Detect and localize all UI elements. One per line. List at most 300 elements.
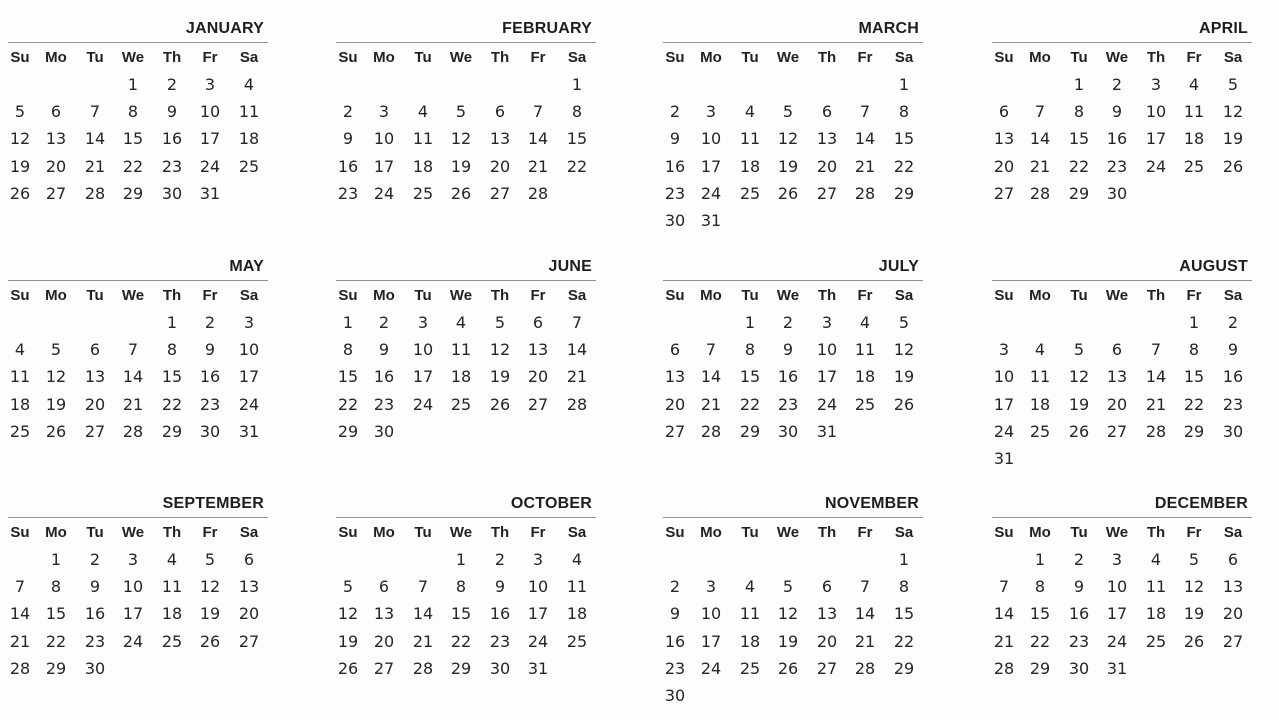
weekday-header: We	[776, 49, 800, 66]
day-cell: 18	[1145, 604, 1167, 624]
weekday-header: Su	[665, 49, 685, 66]
day-cell: 14	[854, 604, 876, 624]
day-cell: 23	[1106, 156, 1128, 176]
day-cell: 17	[412, 367, 434, 387]
day-cell: 2	[204, 313, 216, 332]
day-cell: 27	[816, 658, 838, 678]
day-cell: 15	[161, 367, 183, 387]
day-cell: 17	[199, 129, 221, 149]
day-cell: 14	[527, 129, 549, 149]
day-cell: 29	[450, 658, 472, 678]
day-cell: 3	[127, 550, 139, 569]
day-cell: 5	[204, 550, 216, 569]
day-cell: 6	[378, 577, 390, 597]
weekday-header: We	[1105, 287, 1129, 304]
day-cell: 13	[45, 129, 67, 149]
month-divider	[992, 517, 1252, 518]
day-cell: 20	[1106, 394, 1128, 414]
weekday-header: Tu	[741, 524, 759, 541]
weekday-header: Th	[490, 287, 510, 304]
day-cell: 30	[777, 421, 799, 441]
day-cell: 5	[782, 102, 794, 122]
day-cell: 19	[489, 367, 511, 387]
day-cell: 4	[859, 313, 871, 332]
day-cell: 14	[854, 129, 876, 149]
day-cell: 4	[166, 550, 178, 569]
weekday-header: Th	[162, 49, 182, 66]
day-cell: 11	[1145, 577, 1167, 597]
weekday-header: Su	[10, 524, 30, 541]
day-cell: 18	[739, 631, 761, 651]
weekday-header: We	[449, 524, 473, 541]
day-cell: 10	[1106, 577, 1128, 597]
day-cell: 16	[664, 156, 686, 176]
day-cell: 9	[494, 577, 506, 597]
day-cell: 17	[238, 367, 260, 387]
weekday-header: We	[776, 524, 800, 541]
day-cell: 2	[378, 313, 390, 332]
day-cell: 5	[1188, 550, 1200, 569]
day-cell: 19	[9, 156, 31, 176]
day-cell: 18	[566, 604, 588, 624]
day-cell: 19	[45, 394, 67, 414]
day-cell: 17	[993, 394, 1015, 414]
day-cell: 28	[412, 658, 434, 678]
day-cell: 25	[238, 156, 260, 176]
day-cell: 27	[1106, 421, 1128, 441]
day-cell: 22	[893, 156, 915, 176]
day-cell: 12	[893, 340, 915, 360]
day-cell: 2	[1227, 313, 1239, 332]
day-cell: 13	[373, 604, 395, 624]
day-cell: 2	[669, 102, 681, 122]
day-cell: 9	[342, 129, 354, 149]
day-cell: 3	[705, 102, 717, 122]
day-cell: 23	[337, 183, 359, 203]
day-cell: 28	[527, 183, 549, 203]
day-cell: 7	[14, 577, 26, 597]
weekday-header: Fr	[857, 524, 873, 541]
day-cell: 14	[700, 367, 722, 387]
weekday-header: Tu	[86, 524, 104, 541]
day-cell: 9	[204, 340, 216, 360]
day-cell: 16	[1222, 367, 1244, 387]
weekday-header: Mo	[700, 49, 722, 66]
weekday-header: Sa	[894, 287, 914, 304]
day-cell: 15	[450, 604, 472, 624]
day-cell: 31	[199, 183, 221, 203]
day-cell: 6	[532, 313, 544, 332]
day-cell: 6	[494, 102, 506, 122]
day-cell: 12	[777, 129, 799, 149]
month-title: APRIL	[1199, 20, 1248, 37]
day-cell: 3	[705, 577, 717, 597]
day-cell: 26	[337, 658, 359, 678]
weekday-header: We	[121, 287, 145, 304]
day-cell: 1	[455, 550, 467, 569]
day-cell: 21	[1145, 394, 1167, 414]
day-cell: 22	[893, 631, 915, 651]
day-cell: 3	[378, 102, 390, 122]
day-cell: 12	[45, 367, 67, 387]
weekday-header: Su	[10, 49, 30, 66]
day-cell: 1	[127, 75, 139, 94]
day-cell: 7	[571, 313, 583, 332]
month-title: JUNE	[548, 258, 592, 275]
day-cell: 1	[1188, 313, 1200, 332]
day-cell: 16	[373, 367, 395, 387]
day-cell: 27	[816, 183, 838, 203]
day-cell: 21	[1029, 156, 1051, 176]
day-cell: 3	[532, 550, 544, 569]
day-cell: 6	[1111, 340, 1123, 360]
weekday-header: Tu	[86, 49, 104, 66]
day-cell: 8	[127, 102, 139, 122]
weekday-header: Tu	[1070, 49, 1088, 66]
day-cell: 25	[161, 631, 183, 651]
day-cell: 15	[739, 367, 761, 387]
day-cell: 1	[342, 313, 354, 332]
day-cell: 5	[782, 577, 794, 597]
day-cell: 1	[1073, 75, 1085, 94]
weekday-header: Sa	[1223, 49, 1243, 66]
weekday-header: Th	[817, 49, 837, 66]
day-cell: 18	[1029, 394, 1051, 414]
day-cell: 28	[993, 658, 1015, 678]
weekday-header: We	[121, 524, 145, 541]
day-cell: 11	[161, 577, 183, 597]
day-cell: 6	[1227, 550, 1239, 569]
day-cell: 24	[1145, 156, 1167, 176]
day-cell: 12	[1068, 367, 1090, 387]
day-cell: 15	[1068, 129, 1090, 149]
day-cell: 13	[489, 129, 511, 149]
day-cell: 1	[744, 313, 756, 332]
weekday-header: Mo	[700, 524, 722, 541]
month-divider	[663, 280, 923, 281]
day-cell: 18	[238, 129, 260, 149]
day-cell: 22	[1029, 631, 1051, 651]
month-divider	[336, 280, 596, 281]
day-cell: 1	[1034, 550, 1046, 569]
weekday-header: Mo	[45, 524, 67, 541]
weekday-header: Fr	[202, 287, 218, 304]
day-cell: 19	[1183, 604, 1205, 624]
day-cell: 18	[161, 604, 183, 624]
day-cell: 9	[378, 340, 390, 360]
day-cell: 24	[1106, 631, 1128, 651]
day-cell: 28	[566, 394, 588, 414]
day-cell: 18	[739, 156, 761, 176]
day-cell: 30	[1106, 183, 1128, 203]
day-cell: 25	[412, 183, 434, 203]
day-cell: 31	[700, 211, 722, 230]
day-cell: 4	[1034, 340, 1046, 360]
day-cell: 27	[664, 421, 686, 441]
day-cell: 24	[373, 183, 395, 203]
day-cell: 21	[566, 367, 588, 387]
weekday-header: Tu	[414, 524, 432, 541]
day-cell: 26	[9, 183, 31, 203]
day-cell: 29	[739, 421, 761, 441]
day-cell: 27	[45, 183, 67, 203]
day-cell: 20	[45, 156, 67, 176]
day-cell: 26	[45, 421, 67, 441]
day-cell: 4	[1188, 75, 1200, 94]
weekday-header: Mo	[1029, 287, 1051, 304]
day-cell: 31	[527, 658, 549, 678]
day-cell: 2	[166, 75, 178, 94]
day-cell: 26	[489, 394, 511, 414]
day-cell: 19	[777, 156, 799, 176]
weekday-header: Th	[1146, 287, 1166, 304]
weekday-header: Fr	[202, 49, 218, 66]
day-cell: 11	[238, 102, 260, 122]
day-cell: 21	[854, 156, 876, 176]
day-cell: 3	[998, 340, 1010, 360]
weekday-header: Mo	[1029, 524, 1051, 541]
day-cell: 21	[700, 394, 722, 414]
day-cell: 23	[777, 394, 799, 414]
day-cell: 24	[122, 631, 144, 651]
day-cell: 19	[893, 367, 915, 387]
day-cell: 13	[664, 367, 686, 387]
day-cell: 27	[84, 421, 106, 441]
weekday-header: Th	[817, 287, 837, 304]
weekday-header: Fr	[202, 524, 218, 541]
month-divider	[8, 280, 268, 281]
weekday-header: Th	[162, 524, 182, 541]
day-cell: 7	[417, 577, 429, 597]
day-cell: 4	[744, 102, 756, 122]
day-cell: 6	[998, 102, 1010, 122]
day-cell: 8	[571, 102, 583, 122]
day-cell: 11	[1183, 102, 1205, 122]
weekday-header: Mo	[373, 287, 395, 304]
day-cell: 17	[1145, 129, 1167, 149]
day-cell: 18	[9, 394, 31, 414]
day-cell: 21	[527, 156, 549, 176]
day-cell: 14	[1029, 129, 1051, 149]
day-cell: 28	[1145, 421, 1167, 441]
day-cell: 8	[1034, 577, 1046, 597]
day-cell: 10	[412, 340, 434, 360]
day-cell: 24	[412, 394, 434, 414]
day-cell: 24	[700, 658, 722, 678]
day-cell: 18	[450, 367, 472, 387]
weekday-header: Su	[338, 49, 358, 66]
day-cell: 26	[1222, 156, 1244, 176]
day-cell: 24	[700, 183, 722, 203]
day-cell: 26	[1068, 421, 1090, 441]
month-divider	[336, 517, 596, 518]
day-cell: 17	[122, 604, 144, 624]
day-cell: 1	[166, 313, 178, 332]
day-cell: 2	[669, 577, 681, 597]
day-cell: 17	[373, 156, 395, 176]
day-cell: 23	[161, 156, 183, 176]
day-cell: 6	[821, 577, 833, 597]
day-cell: 10	[199, 102, 221, 122]
day-cell: 2	[89, 550, 101, 569]
day-cell: 15	[45, 604, 67, 624]
day-cell: 31	[1106, 658, 1128, 678]
day-cell: 4	[243, 75, 255, 94]
weekday-header: Sa	[239, 524, 259, 541]
day-cell: 25	[9, 421, 31, 441]
day-cell: 10	[816, 340, 838, 360]
weekday-header: Su	[338, 287, 358, 304]
day-cell: 27	[993, 183, 1015, 203]
weekday-header: Tu	[414, 49, 432, 66]
day-cell: 8	[1188, 340, 1200, 360]
day-cell: 21	[122, 394, 144, 414]
day-cell: 13	[993, 129, 1015, 149]
month-title: MARCH	[858, 20, 919, 37]
weekday-header: Th	[1146, 49, 1166, 66]
weekday-header: Sa	[894, 524, 914, 541]
day-cell: 20	[816, 156, 838, 176]
month-divider	[992, 42, 1252, 43]
day-cell: 3	[1150, 75, 1162, 94]
day-cell: 28	[122, 421, 144, 441]
month-title: NOVEMBER	[824, 495, 919, 512]
day-cell: 30	[1068, 658, 1090, 678]
day-cell: 3	[204, 75, 216, 94]
weekday-header: Fr	[857, 287, 873, 304]
month-divider	[663, 517, 923, 518]
month-divider	[992, 280, 1252, 281]
weekday-header: We	[449, 49, 473, 66]
day-cell: 3	[417, 313, 429, 332]
month-title: SEPTEMBER	[162, 495, 264, 512]
day-cell: 3	[1111, 550, 1123, 569]
day-cell: 27	[373, 658, 395, 678]
day-cell: 20	[664, 394, 686, 414]
day-cell: 30	[161, 183, 183, 203]
day-cell: 19	[777, 631, 799, 651]
day-cell: 11	[9, 367, 31, 387]
day-cell: 27	[1222, 631, 1244, 651]
day-cell: 11	[739, 604, 761, 624]
month-title: JANUARY	[185, 20, 264, 37]
weekday-header: Fr	[530, 287, 546, 304]
day-cell: 15	[1183, 367, 1205, 387]
day-cell: 29	[1068, 183, 1090, 203]
day-cell: 30	[373, 421, 395, 441]
day-cell: 26	[199, 631, 221, 651]
day-cell: 6	[89, 340, 101, 360]
weekday-header: Su	[665, 287, 685, 304]
weekday-header: Sa	[239, 49, 259, 66]
day-cell: 20	[84, 394, 106, 414]
weekday-header: Th	[162, 287, 182, 304]
day-cell: 12	[777, 604, 799, 624]
weekday-header: Su	[994, 287, 1014, 304]
day-cell: 7	[859, 577, 871, 597]
day-cell: 5	[1227, 75, 1239, 94]
weekday-header: Tu	[1070, 524, 1088, 541]
day-cell: 7	[705, 340, 717, 360]
day-cell: 27	[238, 631, 260, 651]
day-cell: 8	[744, 340, 756, 360]
day-cell: 10	[238, 340, 260, 360]
month-title: FEBRUARY	[502, 20, 592, 37]
day-cell: 28	[84, 183, 106, 203]
day-cell: 11	[1029, 367, 1051, 387]
weekday-header: We	[1105, 49, 1129, 66]
month-title: OCTOBER	[510, 495, 592, 512]
day-cell: 12	[489, 340, 511, 360]
month-title: MAY	[229, 258, 264, 275]
day-cell: 14	[122, 367, 144, 387]
day-cell: 7	[532, 102, 544, 122]
weekday-header: Su	[338, 524, 358, 541]
day-cell: 29	[45, 658, 67, 678]
day-cell: 24	[238, 394, 260, 414]
day-cell: 25	[1183, 156, 1205, 176]
day-cell: 26	[1183, 631, 1205, 651]
day-cell: 28	[854, 658, 876, 678]
day-cell: 3	[243, 313, 255, 332]
day-cell: 1	[50, 550, 62, 569]
day-cell: 30	[664, 686, 686, 705]
day-cell: 7	[1150, 340, 1162, 360]
month-divider	[663, 42, 923, 43]
weekday-header: We	[776, 287, 800, 304]
day-cell: 30	[1222, 421, 1244, 441]
day-cell: 28	[1029, 183, 1051, 203]
day-cell: 10	[1145, 102, 1167, 122]
day-cell: 20	[373, 631, 395, 651]
day-cell: 6	[821, 102, 833, 122]
day-cell: 25	[854, 394, 876, 414]
day-cell: 9	[1227, 340, 1239, 360]
weekday-header: Fr	[530, 49, 546, 66]
day-cell: 15	[1029, 604, 1051, 624]
day-cell: 25	[1029, 421, 1051, 441]
weekday-header: Su	[10, 287, 30, 304]
day-cell: 1	[898, 75, 910, 94]
day-cell: 19	[337, 631, 359, 651]
weekday-header: Mo	[373, 524, 395, 541]
day-cell: 2	[342, 102, 354, 122]
day-cell: 15	[337, 367, 359, 387]
day-cell: 15	[893, 604, 915, 624]
day-cell: 31	[993, 449, 1015, 468]
day-cell: 20	[1222, 604, 1244, 624]
day-cell: 8	[898, 102, 910, 122]
day-cell: 21	[412, 631, 434, 651]
day-cell: 24	[199, 156, 221, 176]
day-cell: 20	[489, 156, 511, 176]
day-cell: 6	[669, 340, 681, 360]
day-cell: 16	[1106, 129, 1128, 149]
day-cell: 27	[527, 394, 549, 414]
day-cell: 22	[45, 631, 67, 651]
day-cell: 13	[84, 367, 106, 387]
day-cell: 8	[166, 340, 178, 360]
day-cell: 29	[893, 183, 915, 203]
day-cell: 3	[821, 313, 833, 332]
day-cell: 5	[1073, 340, 1085, 360]
day-cell: 24	[816, 394, 838, 414]
day-cell: 7	[859, 102, 871, 122]
day-cell: 11	[566, 577, 588, 597]
day-cell: 15	[893, 129, 915, 149]
day-cell: 16	[84, 604, 106, 624]
day-cell: 1	[898, 550, 910, 569]
